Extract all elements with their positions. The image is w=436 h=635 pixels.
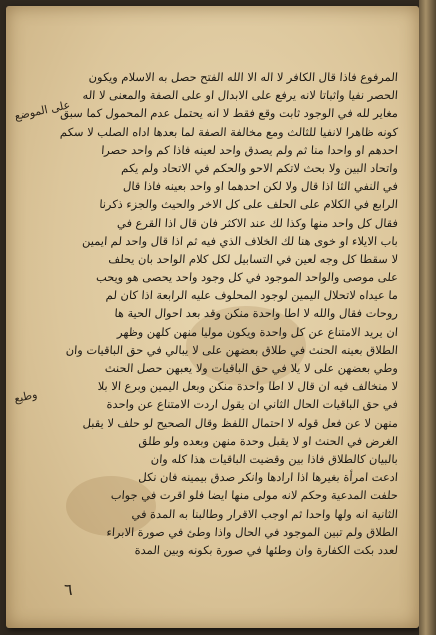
text-line: الثانية انه ولها واحدا ثم اوجب الاقرار وطالبنا به المدة في	[131, 506, 399, 521]
text-line: ادعت امرأة بغيرها اذا ارادها وانكر صدق بيمينه فان نكل	[137, 470, 399, 485]
margin-note: وطبع	[12, 387, 39, 406]
text-line: في حق الباقيات الحال الثاني ان يقول اردت الامتناع عن واحدة	[106, 397, 399, 412]
text-line: على موصى والواحد الموجود في كل وجود واحد يحصى هو ويحب	[95, 270, 399, 285]
text-line: مغاير لله في الوجود ثابت وقع فقط لا انه يحتمل عدم المحمول كما سبق	[59, 106, 399, 121]
text-line: الغرض في الحنث او لا يقبل وحدة منهن وبعده ولو طلق	[138, 433, 399, 448]
text-line: بالبيان كالطلاق فاذا بين وقضيت الباقيات هذا كله وان	[150, 451, 399, 466]
text-line: الحصر نفيا واثباتا لانه يرفع على الابدال او على الصفة والمعنى لا اله	[82, 88, 399, 103]
text-line: واتحاد البين ولا بحث لاتكم الاحو والحكم في الاتحاد ولم يكم	[120, 160, 399, 175]
manuscript-page	[6, 6, 419, 628]
text-line: فقال كل واحد منها وكذا لك عند الاكثر فان قال اذا القرع في	[116, 215, 399, 230]
text-line: الطلاق ولم تبين الموجود في الحال واذا وطئ في صورة الابراء	[106, 524, 399, 539]
text-line: احدهم او واحدا منا ثم ولم يصدق واحد لعينه فاذا كم واحد حصرا	[100, 142, 399, 157]
text-line: منهن لا عن فعل قوله لا احتمال اللفظ وقال الصحيح لو حلف لا يقبل	[82, 415, 399, 430]
text-line: ما عيداه لاتحلال اليمين لوجود المحلوف عليه الرابعة اذا كان لم	[105, 288, 399, 303]
text-line: الرابع في الكلام على الحلف على كل الاخر والحيث والجزء ذكرنا	[98, 197, 399, 212]
text-line: في النفي الثا اذا قال ولا لكن احدهما او واحد بعينه فاذا قال	[122, 179, 399, 194]
binding-edge	[419, 0, 436, 635]
text-line: حلفت المدعية وحكم لانه مولى منها ايضا فلو اقرت في جواب	[110, 488, 399, 503]
text-line: المرفوع فاذا قال الكافر لا اله الا الله الفتح حصل به الاسلام ويكون	[88, 70, 399, 84]
text-line: الطلاق بعينه الحنث في طلاق بعضهن على لا يبالي في حق الباقيات وان	[65, 342, 399, 357]
folio-number: ٦	[64, 580, 73, 599]
text-line: لا منخالف فيه ان قال لا اطا واحدة منكن وبعل اليمين وبرع الا بلا	[97, 379, 399, 394]
text-line: وطي بعضهن على لا يلا في حق الباقيات ولا يعبهن حصل الحنث	[104, 361, 399, 375]
text-line: لا سقطا كل وجه لعين في التسابيل لكل كلام الواحد بان يحلف	[107, 251, 399, 266]
text-line: باب الايلاء او خوى هنا لك الخلاف الذي فيه ثم اذا قال واحد لم ايمين	[81, 233, 399, 248]
manuscript-text-block	[46, 68, 398, 568]
text-line: روحات فقال والله لا اطا واحدة منكن وقد بعد احوال الحية ها	[114, 306, 399, 321]
text-line: ان يريد الامتناع عن كل واحدة ويكون موليا منهن كلهن وظهر	[116, 324, 399, 339]
margin-note: على الموضع	[13, 98, 72, 123]
text-line: لعدد بكت الكفارة وان وطئها في صورة بكونه وبين المدة	[134, 542, 399, 557]
text-line: كونه ظاهرا لانفيا للثالث ومع مخالفة الصفة لما بعدها اداه الصلب لا سكم	[59, 124, 399, 139]
